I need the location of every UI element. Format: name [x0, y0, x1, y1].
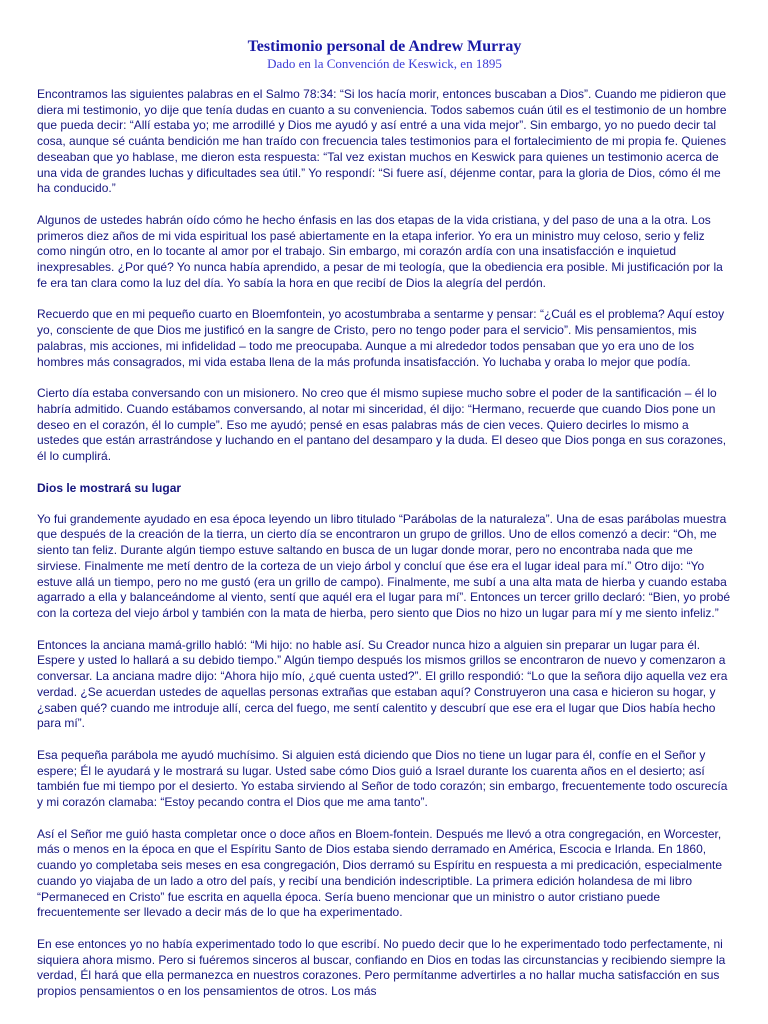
paragraph: Entonces la anciana mamá-grillo habló: “Mi hijo: no hable así. Su Creador nunca hizo a alguien sin preparar un lugar para él. Espere y usted lo hallará a su debido tiempo.” Algún tiempo después los mismos grillos se encontraron de nuevo y comenzaron a conversar. La anciana madre dijo: “Ahora hijo mío, ¿qué cuenta usted?”. El grillo respondió: “Lo que la señora dijo aquella vez era verdad. ¿Se acuerdan ustedes de aquellas personas extrañas que estaban aquí? Construyeron una casa e hicieron su hogar, y ¿saben qué? cuando me introduje allí, cerca del fuego, me sentí calentito y descubrí que ese era el lugar que Dios había hecho para mí”.: [37, 637, 728, 731]
document-body: [37, 87, 732, 1000]
document-subtitle: Dado en la Convención de Keswick, en 1895: [267, 56, 502, 71]
paragraph: En ese entonces yo no había experimentado todo lo que escribí. No puedo decir que lo he experimentado todo perfectamente, ni siquiera ahora mismo. Pero si fuéremos sinceros al buscar, confiando en Dios en todas las circunstancias y recibiendo siempre la verdad, Él hará que ella permanezca en nuestros corazones. Pero permítanme advertirles a no hallar mucha satisfacción en sus propios pensamientos o en los pensamientos de otros. Los más: [37, 936, 726, 999]
paragraph: Encontramos las siguientes palabras en el Salmo 78:34: “Si los hacía morir, entonces buscaban a Dios”. Cuando me pidieron que diera mi testimonio, yo dije que tenía dudas en cuanto a su conveniencia. Todos sabemos cuán útil es el testimonio de un hombre que pueda decir: “Allí estaba yo; me arrodillé y Dios me ayudó y así entré a una vida mejor”. Sin embargo, yo no puedo decir tal cosa, aunque sé cuánta bendición me han traído con frecuencia tales testimonios para el fortalecimiento de mi propia fe. Quienes deseaban que yo hablase, me dieron esta respuesta: “Tal vez existan muchos en Keswick para quienes un testimonio acerca de una vida de grandes luchas y dificultades sea útil.” Yo respondí: “Si fuere así, déjenme contar, para la gloria de Dios, cómo él me ha conducido.”: [37, 87, 727, 196]
paragraph: Así el Señor me guió hasta completar once o doce años en Bloem-fontein. Después me llevó a otra congregación, en Worcester, más o menos en la época en que el Espíritu Santo de Dios estaba siendo derramado en América, Escocia e Irlanda. En 1860, cuando yo completaba seis meses en esa congregación, Dios derramó su Espíritu en respuesta a mi predicación, especialmente cuando yo viajaba de un lado a otro del país, y recibí una bendición indescriptible. La primera edición holandesa de mi libro “Permaneced en Cristo” fue escrita en aquella época. Sería bueno mencionar que un ministro o autor cristiano puede frecuentemente ser llevado a decir más de lo que ha experimentado.: [37, 826, 723, 920]
document-title: Testimonio personal de Andrew Murray: [247, 38, 522, 55]
paragraph: Recuerdo que en mi pequeño cuarto en Bloemfontein, yo acostumbraba a sentarme y pensar: “¿Cuál es el problema? Aquí estoy yo, consciente de que Dios me justificó en la sangre de Cristo, pero no tengo poder para el servicio”. Mis pensamientos, mis palabras, mis acciones, mi infidelidad – todo me preocupaba. Aunque a mi alrededor todos pensaban que yo era uno de los hombres más consagrados, mi vida estaba llena de la más profunda insatisfacción. Yo luchaba y oraba lo mejor que podía.: [37, 307, 725, 369]
paragraph: Esa pequeña parábola me ayudó muchísimo. Si alguien está diciendo que Dios no tiene un lugar para él, confíe en el Señor y espere; Él le ayudará y le mostrará su lugar. Usted sabe cómo Dios guió a Israel durante los cuarenta años en el desierto; así también fue mi tiempo por el desierto. Yo estaba sirviendo al Señor de todo corazón; sin embargo, frecuentemente todo oscurecía y mi corazón clamaba: “Estoy pecando contra el Dios que me ama tanto”.: [37, 747, 728, 810]
paragraph: Algunos de ustedes habrán oído cómo he hecho énfasis en las dos etapas de la vida cristiana, y del paso de una a la otra. Los primeros diez años de mi vida espiritual los pasé abiertamente en la etapa inferior. Yo era un ministro muy celoso, serio y feliz como ningún otro, en lo tocante al amor por el trabajo. Sin embargo, mi corazón ardía con una insatisfacción e inquietud inexpresables. ¿Por qué? Yo nunca había aprendido, a pesar de mi teología, que la obediencia era posible. Mi justificación por la fe era tan clara como la luz del día. Yo sabía la hora en que recibí de Dios la alegría del perdón.: [37, 212, 723, 290]
paragraph: Cierto día estaba conversando con un misionero. No creo que él mismo supiese mucho sobre el poder de la santificación – él lo habría admitido. Cuando estábamos conversando, al notar mi sinceridad, él dijo: “Hermano, recuerde que cuando Dios pone un deseo en el corazón, él lo cumple”. Eso me ayudó; pensé en esas palabras más de cien veces. Quiero decirles lo mismo a ustedes que están arrastrándose y luchando en el pantano del desamparo y la duda. El deseo que Dios ponga en sus corazones, él lo cumplirá.: [37, 386, 727, 464]
paragraph: Yo fui grandemente ayudado en esa época leyendo un libro titulado “Parábolas de la naturaleza”. Una de esas parábolas muestra que después de la creación de la tierra, un cierto día se encontraron un grupo de grillos. Uno de ellos comenzó a decir: “Oh, me siento tan feliz. Durante algún tiempo estuve saltando en busca de un lugar donde morar, pero no encontraba nada que me sirviese. Finalmente me metí dentro de la corteza de un viejo árbol y concluí que ése era el lugar ideal para mí.” Otro dijo: “Yo estuve allá un tiempo, pero no me gustó (era un grillo de campo). Finalmente, me subí a una alta mata de hierba y cuando estaba agarrado a ella y balanceándome al viento, sentí que aquél era el lugar para mí”. Entonces un tercer grillo declaró: “Bien, yo probé con la corteza del viejo árbol y también con la mata de hierba, pero siento que Dios no hizo un lugar para mí y me siento infeliz.”: [37, 511, 731, 620]
section-heading: Dios le mostrará su lugar: [37, 480, 182, 495]
